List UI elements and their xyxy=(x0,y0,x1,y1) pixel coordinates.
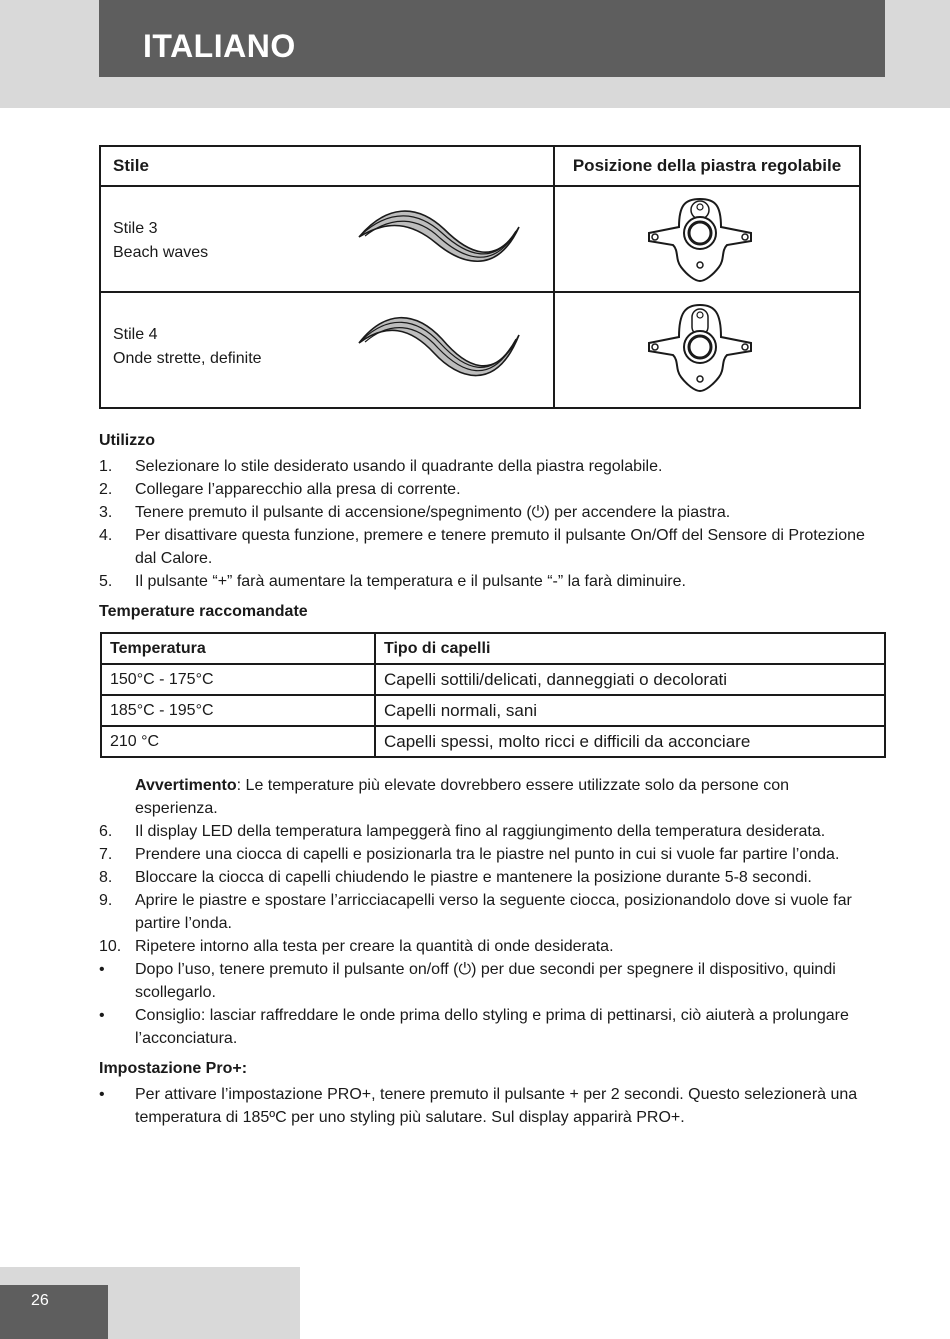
list-item xyxy=(99,866,889,889)
temperature-heading: Temperature raccomandate xyxy=(99,603,308,620)
list-item xyxy=(99,1004,889,1050)
item-text: Per disattivare questa funzione, premere e tenere premuto il pulsante On/Off del Sensore di Protezione dal Calore. xyxy=(135,527,865,567)
item-number: 1. xyxy=(99,458,113,475)
style-table-header xyxy=(100,146,860,186)
list-item xyxy=(99,570,889,593)
bullet: • xyxy=(99,1086,105,1103)
bullet: • xyxy=(99,961,105,978)
tight-wave-icon xyxy=(356,313,524,389)
style-col-header: Stile xyxy=(100,146,554,186)
hair-col-header: Tipo di capelli xyxy=(375,633,885,664)
item-number: 8. xyxy=(99,869,113,886)
temperature-col-header: Temperatura xyxy=(101,633,375,664)
style-desc: Onde strette, definite xyxy=(113,350,262,367)
item-text: Tenere premuto il pulsante di accensione/spegnimento (⏻) per accendere la piastra. xyxy=(135,504,731,521)
list-item xyxy=(99,455,889,478)
style-name: Stile 3 xyxy=(113,220,158,237)
table-row xyxy=(101,695,885,726)
list-item xyxy=(99,958,889,1004)
table-row xyxy=(101,726,885,757)
temperature-cell: 185°C - 195°C xyxy=(101,695,375,726)
item-text: Selezionare lo stile desiderato usando il quadrante della piastra regolabile. xyxy=(135,458,663,475)
hair-type-cell: Capelli normali, sani xyxy=(375,695,885,726)
item-text: Per attivare l’impostazione PRO+, tenere premuto il pulsante + per 2 secondi. Questo selezionerà una temperatura di 185ºC per uno styling più salutare. Sul display apparirà PRO+. xyxy=(135,1086,858,1126)
plate-position-icon xyxy=(641,193,759,285)
item-text: Dopo l’uso, tenere premuto il pulsante on/off (⏻) per due secondi per spegnere il dispositivo, quindi scollegarlo. xyxy=(135,961,836,1001)
warning-text: : Le temperature più elevate dovrebbero essere utilizzate solo da persone con esperienza. xyxy=(135,777,789,817)
style-name: Stile 4 xyxy=(113,326,158,343)
style-row xyxy=(100,292,860,408)
temperature-table xyxy=(100,632,886,758)
list-item xyxy=(99,478,889,501)
pro-list xyxy=(99,1083,889,1129)
table-row xyxy=(101,664,885,695)
list-item xyxy=(99,935,889,958)
hair-type-cell: Capelli spessi, molto ricci e difficili da acconciare xyxy=(375,726,885,757)
pro-heading: Impostazione Pro+: xyxy=(99,1060,248,1077)
item-text: Consiglio: lasciar raffreddare le onde prima dello styling e prima di pettinarsi, ciò aiuterà a prolungare l’acconciatura. xyxy=(135,1007,849,1047)
hair-type-cell: Capelli sottili/delicati, danneggiati o decolorati xyxy=(375,664,885,695)
list-item xyxy=(99,843,889,866)
item-text: Aprire le piastre e spostare l’arricciacapelli verso la seguente ciocca, posizionandolo dove si vuole far partire l’onda. xyxy=(135,892,852,932)
item-text: Il pulsante “+” farà aumentare la temperatura e il pulsante “-” la farà diminuire. xyxy=(135,573,686,590)
temperature-cell: 150°C - 175°C xyxy=(101,664,375,695)
header-band xyxy=(0,0,950,108)
warning-label: Avvertimento xyxy=(135,777,237,794)
list-item xyxy=(99,1083,889,1129)
plate-position-icon xyxy=(641,303,759,395)
bullet: • xyxy=(99,1007,105,1024)
item-number: 7. xyxy=(99,846,113,863)
list-item xyxy=(99,524,889,570)
temperature-cell: 210 °C xyxy=(101,726,375,757)
item-text: Il display LED della temperatura lampeggerà fino al raggiungimento della temperatura desiderata. xyxy=(135,823,826,840)
item-text: Bloccare la ciocca di capelli chiudendo le piastre e mantenere la posizione durante 5-8 secondi. xyxy=(135,869,812,886)
page-number: 26 xyxy=(31,1292,49,1309)
usage-heading: Utilizzo xyxy=(99,432,155,449)
plate-cell xyxy=(554,292,860,408)
warning-note xyxy=(135,774,875,820)
list-item xyxy=(99,889,889,935)
style-cell xyxy=(100,186,554,292)
item-number: 10. xyxy=(99,938,122,955)
item-number: 9. xyxy=(99,892,113,909)
item-number: 5. xyxy=(99,573,113,590)
item-text: Collegare l’apparecchio alla presa di corrente. xyxy=(135,481,461,498)
item-number: 3. xyxy=(99,504,113,521)
list-item xyxy=(99,501,889,524)
style-cell xyxy=(100,292,554,408)
position-col-header: Posizione della piastra regolabile xyxy=(554,146,860,186)
style-label xyxy=(113,323,262,371)
language-title: ITALIANO xyxy=(143,28,296,64)
list-item xyxy=(99,820,889,843)
style-desc: Beach waves xyxy=(113,244,209,261)
item-number: 4. xyxy=(99,527,113,544)
beach-wave-icon xyxy=(356,205,524,275)
usage-steps-continued xyxy=(99,820,889,1050)
language-bar xyxy=(99,0,885,77)
item-number: 6. xyxy=(99,823,113,840)
style-row xyxy=(100,186,860,292)
page-number-box xyxy=(0,1285,108,1339)
style-table xyxy=(99,145,861,409)
usage-steps xyxy=(99,455,889,593)
item-text: Prendere una ciocca di capelli e posizionarla tra le piastre nel punto in cui si vuole far partire l’onda. xyxy=(135,846,840,863)
item-text: Ripetere intorno alla testa per creare la quantità di onde desiderata. xyxy=(135,938,614,955)
plate-cell xyxy=(554,186,860,292)
item-number: 2. xyxy=(99,481,113,498)
temperature-table-header xyxy=(101,633,885,664)
style-label xyxy=(113,217,208,265)
